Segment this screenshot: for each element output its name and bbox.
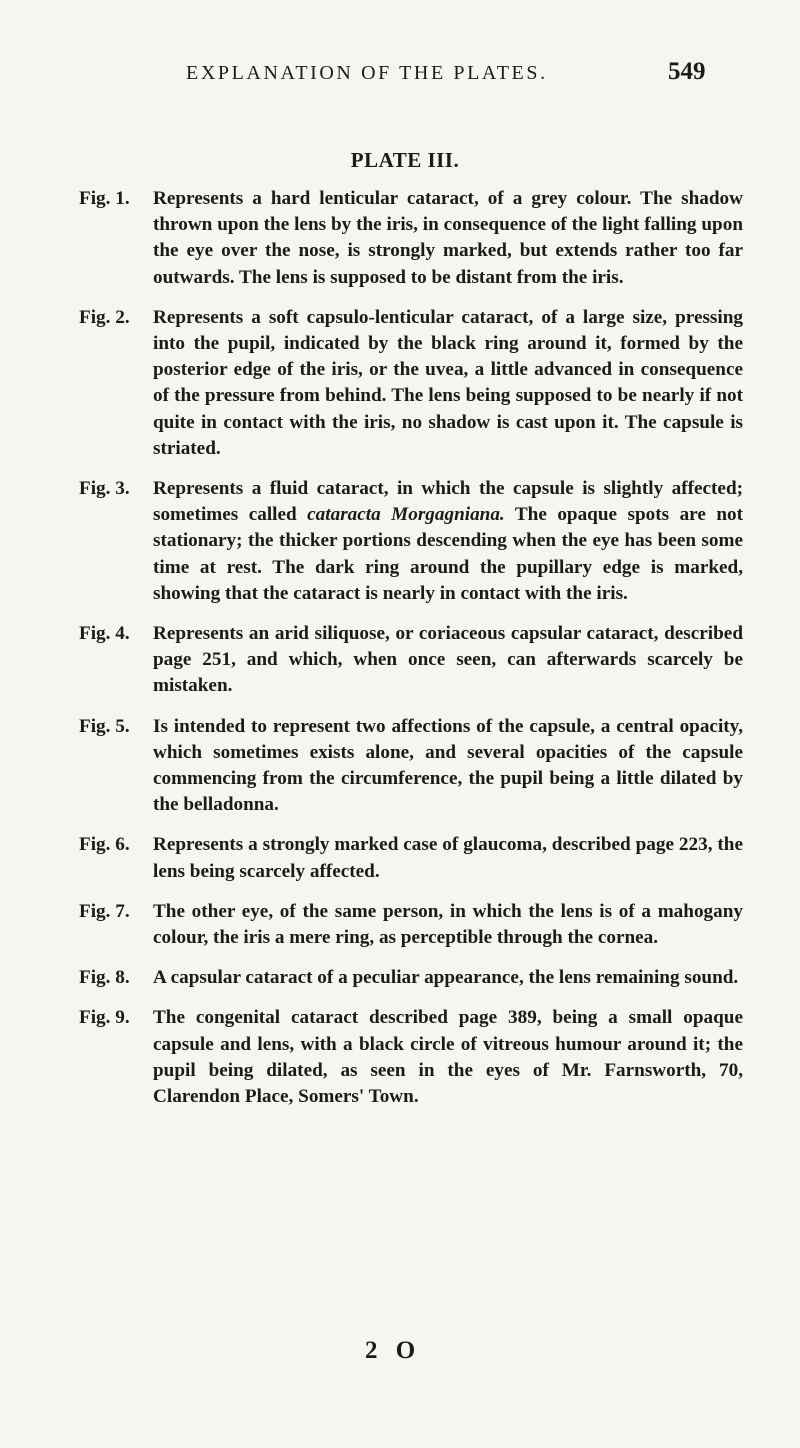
fig-label: Fig. 5.	[79, 715, 130, 737]
fig-2-entry	[79, 305, 743, 462]
fig-label: Fig. 4.	[79, 623, 130, 645]
fig-1-entry	[79, 186, 743, 291]
fig-description: Represents a soft capsulo-lenticular cataract, of a large size, pressing into the pupil, indicated by the black ring around it, formed by the posterior edge of the iris, or the uvea, a little advanced in consequence of the pressure from behind. The lens being supposed to be nearly if not quite in contact with the iris, no shadow is cast upon it. The capsule is striated.	[153, 306, 743, 459]
fig-description: A capsular cataract of a peculiar appearance, the lens remaining sound.	[153, 967, 739, 989]
fig-9-entry	[79, 1005, 743, 1110]
fig-4-entry	[79, 621, 743, 700]
fig-description: The congenital cataract described page 389, being a small opaque capsule and lens, with a black circle of vitreous humour around it; the pupil being dilated, as seen in the eyes of Mr. Farnsworth, 70, Clarendon Place, Somers' Town.	[153, 1007, 743, 1108]
fig-text-part: The opaque spots are not stationary; the thicker portions descending when the eye has been some time at rest. The dark ring around the pupillary edge is marked, showing that the cataract is nearly in contact with the iris.	[153, 504, 743, 604]
fig-label: Fig. 7.	[79, 900, 130, 922]
fig-description	[153, 476, 743, 607]
fig-description: Represents a hard lenticular cataract, of a grey colour. The shadow thrown upon the lens by the iris, in consequence of the light falling upon the eye over the nose, is strongly marked, but extends rather too far outwards. The lens is supposed to be distant from the iris.	[153, 188, 743, 288]
signature-mark: 2 O	[365, 1337, 422, 1364]
fig-7-entry	[79, 899, 743, 951]
fig-label: Fig. 1.	[79, 188, 130, 209]
fig-8-entry	[79, 965, 743, 991]
fig-description: Represents a strongly marked case of glaucoma, described page 223, the lens being scarcely affected.	[153, 834, 743, 882]
fig-text-part: Represents a fluid cataract, in which the capsule is slightly affected; sometimes called	[153, 478, 743, 526]
fig-description: Represents an arid siliquose, or coriaceous capsular cataract, described page 251, and which, when once seen, can afterwards scarcely be mistaken.	[153, 623, 743, 697]
figure-explanations	[79, 186, 743, 1124]
fig-6-entry	[79, 832, 743, 884]
fig-description: The other eye, of the same person, in which the lens is of a mahogany colour, the iris a mere ring, as perceptible through the cornea.	[153, 900, 743, 949]
fig-text-italic: cataracta Morgagniana.	[307, 504, 505, 526]
plate-title: PLATE III.	[350, 148, 460, 172]
fig-5-entry	[79, 714, 743, 819]
fig-label: Fig. 9.	[79, 1007, 130, 1029]
fig-description: Is intended to represent two affections of the capsule, a central opacity, which sometimes exists alone, and several opacities of the capsule commencing from the circumference, the pupil being a little dilated by the belladonna.	[153, 715, 743, 816]
fig-label: Fig. 2.	[79, 306, 130, 328]
running-head: EXPLANATION OF THE PLATES.	[186, 62, 548, 84]
fig-label: Fig. 6.	[79, 834, 130, 856]
fig-label: Fig. 3.	[79, 478, 130, 500]
page-number: 549	[668, 58, 706, 85]
fig-label: Fig. 8.	[79, 967, 130, 989]
fig-3-entry	[79, 476, 743, 607]
